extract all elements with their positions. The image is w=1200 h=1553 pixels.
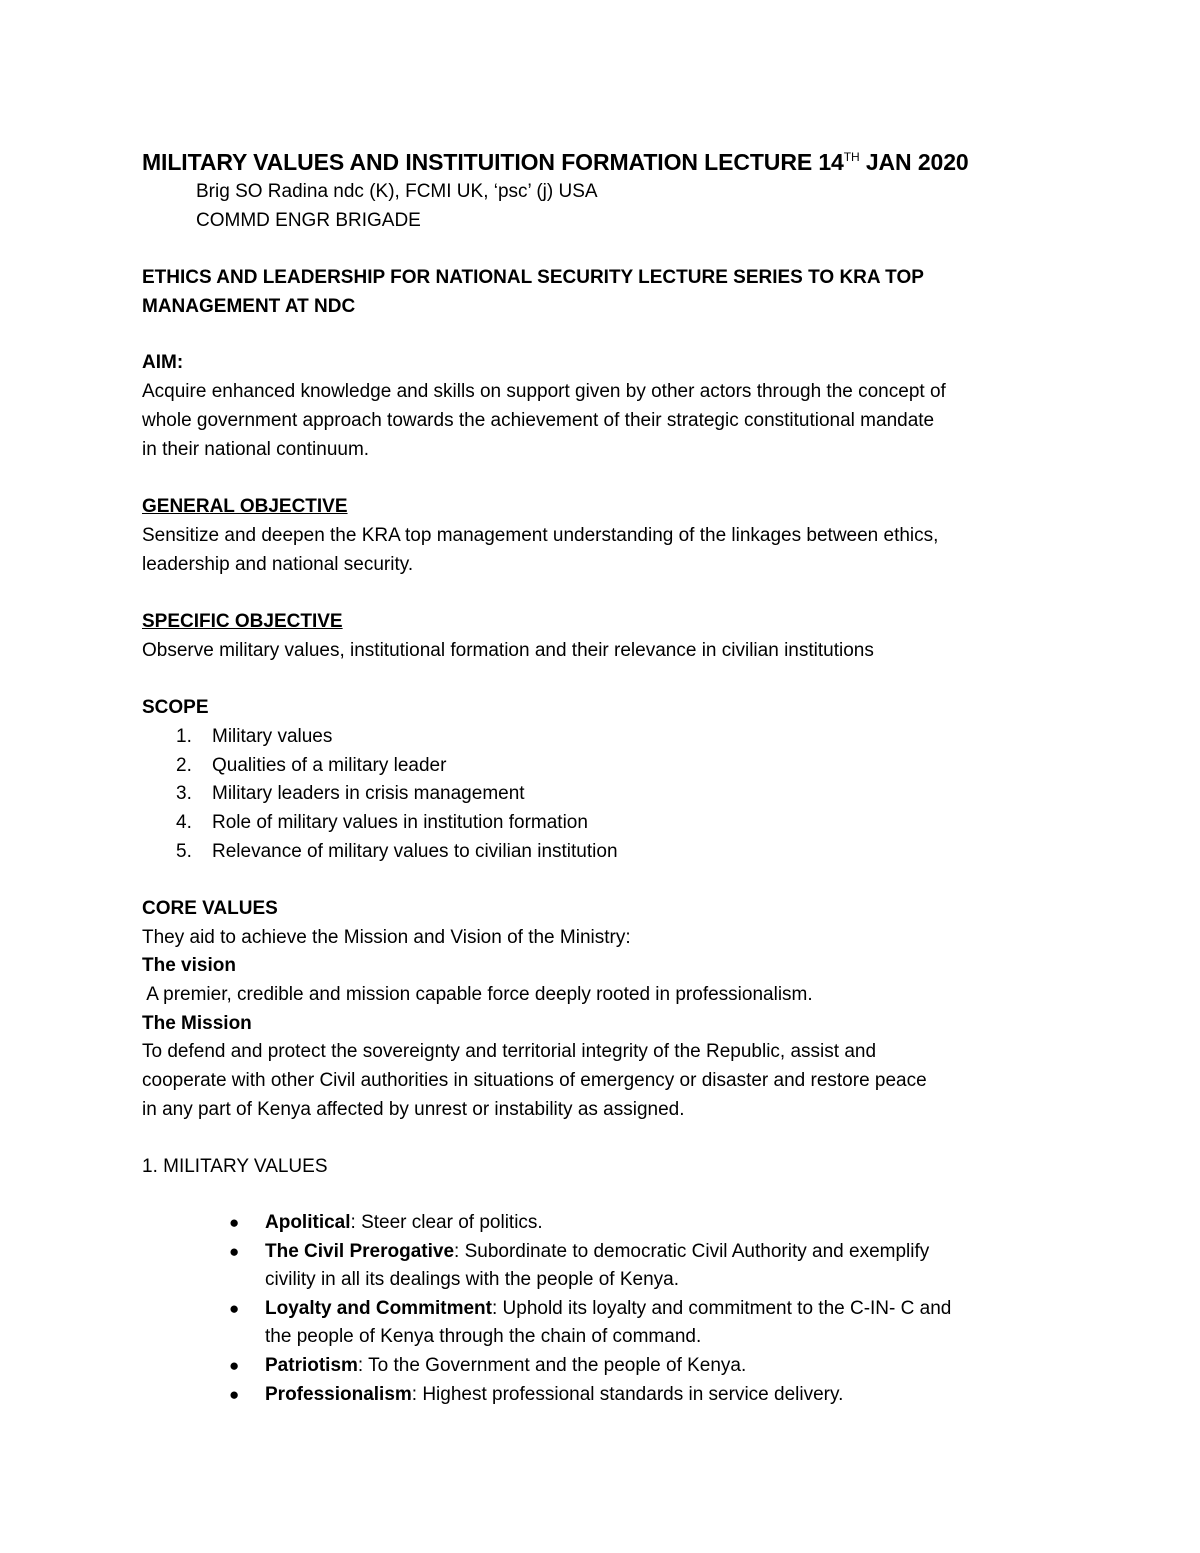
general-objective-text-line: leadership and national security.: [142, 554, 414, 575]
bullet-icon: ●: [229, 1213, 240, 1232]
specific-objective-text: Observe military values, institutional formation and their relevance in civilian institutions: [142, 640, 874, 661]
bullet-icon: ●: [229, 1299, 240, 1318]
scope-list-item: 2. Qualities of a military leader: [176, 755, 447, 776]
author-unit: COMMD ENGR BRIGADE: [196, 210, 421, 231]
scope-list-item: 3. Military leaders in crisis management: [176, 783, 525, 804]
military-value-item: Loyalty and Commitment: Uphold its loyalty and commitment to the C-IN- C and: [265, 1298, 952, 1319]
military-value-item: Apolitical: Steer clear of politics.: [265, 1212, 543, 1233]
vision-text: A premier, credible and mission capable force deeply rooted in professionalism.: [142, 984, 813, 1005]
military-value-item-continuation: civility in all its dealings with the people of Kenya.: [265, 1269, 680, 1290]
general-objective-text-line: Sensitize and deepen the KRA top management understanding of the linkages between ethics,: [142, 525, 939, 546]
bullet-icon: ●: [229, 1385, 240, 1404]
series-heading-line-2: MANAGEMENT AT NDC: [142, 296, 356, 317]
scope-list-item: 4. Role of military values in institution formation: [176, 812, 588, 833]
bullet-icon: ●: [229, 1242, 240, 1261]
mission-text-line: cooperate with other Civil authorities in situations of emergency or disaster and restore peace: [142, 1070, 927, 1091]
title-superscript: TH: [843, 150, 860, 164]
military-value-item: The Civil Prerogative: Subordinate to democratic Civil Authority and exemplify: [265, 1241, 930, 1262]
military-value-item-continuation: the people of Kenya through the chain of command.: [265, 1326, 702, 1347]
author-credentials: Brig SO Radina ndc (K), FCMI UK, ‘psc’ (j) USA: [196, 181, 598, 202]
bullet-icon: ●: [229, 1356, 240, 1375]
series-heading-line-1: ETHICS AND LEADERSHIP FOR NATIONAL SECURITY LECTURE SERIES TO KRA TOP: [142, 267, 924, 288]
vision-heading: The vision: [142, 955, 236, 976]
aim-text-line: whole government approach towards the achievement of their strategic constitutional mandate: [142, 410, 935, 431]
mission-text-line: in any part of Kenya affected by unrest or instability as assigned.: [142, 1099, 685, 1120]
document-title: MILITARY VALUES AND INSTITUITION FORMATION LECTURE 14TH JAN 2020: [142, 149, 969, 175]
aim-text-line: Acquire enhanced knowledge and skills on support given by other actors through the concept of: [142, 381, 946, 402]
aim-text-line: in their national continuum.: [142, 439, 370, 460]
core-values-heading: CORE VALUES: [142, 898, 278, 919]
core-values-intro: They aid to achieve the Mission and Vision of the Ministry:: [142, 927, 631, 948]
scope-heading: SCOPE: [142, 697, 209, 718]
military-value-item: Patriotism: To the Government and the people of Kenya.: [265, 1355, 747, 1376]
scope-list-item: 5. Relevance of military values to civilian institution: [176, 841, 618, 862]
general-objective-heading: GENERAL OBJECTIVE: [142, 496, 348, 517]
aim-heading: AIM:: [142, 352, 184, 373]
mission-text-line: To defend and protect the sovereignty and territorial integrity of the Republic, assist and: [142, 1041, 877, 1062]
military-values-heading: 1. MILITARY VALUES: [142, 1156, 328, 1177]
scope-list-item: 1. Military values: [176, 726, 333, 747]
military-value-item: Professionalism: Highest professional standards in service delivery.: [265, 1384, 844, 1405]
specific-objective-heading: SPECIFIC OBJECTIVE: [142, 611, 343, 632]
mission-heading: The Mission: [142, 1013, 252, 1034]
